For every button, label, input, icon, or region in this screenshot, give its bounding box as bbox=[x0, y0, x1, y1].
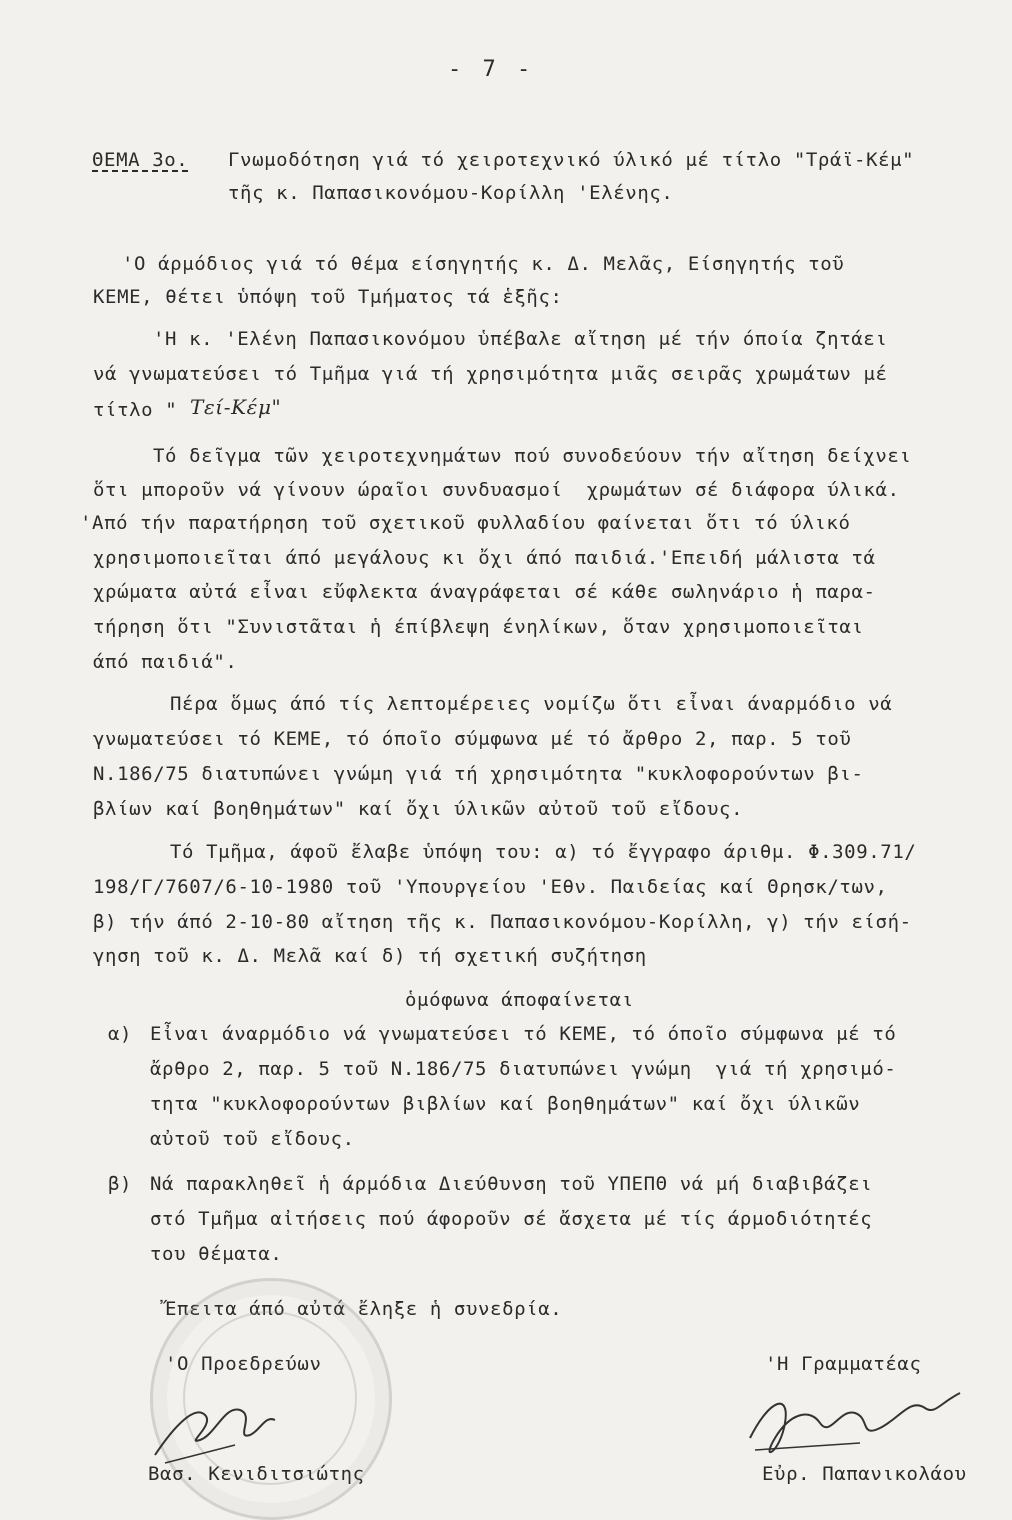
paragraph-4-line-3: Ν.186/75 διατυπώνει γνώμη γιά τή χρησιμότητα "κυκλοφορούντων βι- bbox=[93, 763, 864, 785]
page-number: - 7 - bbox=[448, 57, 535, 82]
paragraph-4-line-2: γνωματεύσει τό ΚΕΜΕ, τό όποῖο σύμφωνα μέ τό ἄρθρο 2, παρ. 5 τοῦ bbox=[93, 728, 852, 750]
item-b-line-1: Νά παρακληθεῖ ἡ άρμόδια Διεύθυνση τοῦ ΥΠΕΠΘ νά μή διαβιβάζει bbox=[150, 1173, 873, 1195]
item-b-line-2: στό Τμῆμα αἰτήσεις πού άφοροῦν σέ ἄσχετα μέ τίς άρμοδιότητές bbox=[150, 1208, 873, 1230]
paragraph-2-line-3: τίτλο " bbox=[93, 399, 178, 421]
paragraph-5-line-1: Τό Τμῆμα, άφοῦ ἔλαβε ὑπόψη του: α) τό ἔγγραφο άριθμ. Φ.309.71/ bbox=[170, 841, 917, 863]
paragraph-1-line-1: 'Ο άρμόδιος γιά τό θέμα είσηγητής κ. Δ. Μελᾶς, Είσηγητής τοῦ bbox=[122, 253, 845, 275]
paragraph-2-line-1: 'Η κ. 'Ελένη Παπασικονόμου ὑπέβαλε αἴτηση μέ τήν όποία ζητάει bbox=[153, 328, 888, 350]
paragraph-4-line-1: Πέρα ὅμως άπό τίς λεπτομέρειες νομίζω ὅτι εἶναι άναρμόδιο νά bbox=[170, 693, 893, 715]
closing-line: Ἔπειτα άπό αὐτά ἔληξε ἡ συνεδρία. bbox=[165, 1298, 563, 1320]
signature-right bbox=[740, 1378, 970, 1473]
heading-line-1: Γνωμοδότηση γιά τό χειροτεχνικό ύλικό μέ τίτλο "Τράϊ-Κέμ" bbox=[228, 149, 915, 171]
paragraph-3-line-4: χρησιμοποιεῖται άπό μεγάλους κι ὄχι άπό παιδιά.'Επειδή μάλιστα τά bbox=[93, 547, 876, 569]
paragraph-3-line-2: ὅτι μποροῦν νά γίνουν ώραῖοι συνδυασμοί χρωμάτων σέ διάφορα ύλικά. bbox=[93, 479, 900, 501]
paragraph-4-line-4: βλίων καί βοηθημάτων" καί ὄχι ύλικῶν αὐτοῦ τοῦ εἴδους. bbox=[93, 798, 744, 820]
item-b-marker: β) bbox=[108, 1173, 133, 1195]
signer-left-name: Βασ. Κενιδιτσιώτης bbox=[148, 1463, 365, 1485]
signer-left-title: 'Ο Προεδρεύων bbox=[165, 1353, 322, 1375]
paragraph-1-line-2: ΚΕΜΕ, θέτει ὑπόψη τοῦ Τμήματος τά ἑξῆς: bbox=[93, 286, 563, 308]
paragraph-3-line-1: Τό δεῖγμα τῶν χειροτεχνημάτων πού συνοδεύουν τήν αἴτηση δείχνει bbox=[153, 445, 912, 467]
paragraph-5-line-2: 198/Γ/7607/6-10-1980 τοῦ 'Υπουργείου 'Εθν. Παιδείας καί Θρησκ/των, bbox=[93, 876, 888, 898]
item-a-line-1: Εἶναι άναρμόδιο νά γνωματεύσει τό ΚΕΜΕ, τό όποῖο σύμφωνα μέ τό bbox=[150, 1023, 897, 1045]
signer-right-title: 'Η Γραμματέας bbox=[765, 1353, 922, 1375]
paragraph-5-line-4: γηση τοῦ κ. Δ. Μελᾶ καί δ) τή σχετική συζήτηση bbox=[93, 945, 647, 967]
item-a-line-2: ἄρθρο 2, παρ. 5 τοῦ Ν.186/75 διατυπώνει γνώμη γιά τή χρησιμό- bbox=[150, 1058, 897, 1080]
paragraph-3-line-7: άπό παιδιά". bbox=[93, 651, 238, 673]
handwritten-title: Τεί-Κέμ" bbox=[190, 395, 282, 419]
paragraph-3-line-3: 'Από τήν παρατήρηση τοῦ σχετικοῦ φυλλαδίου φαίνεται ὅτι τό ύλικό bbox=[80, 512, 851, 534]
paragraph-2-line-2: νά γνωματεύσει τό Τμῆμα γιά τή χρησιμότητα μιᾶς σειρᾶς χρωμάτων μέ bbox=[93, 363, 888, 385]
paragraph-3-line-6: τήρηση ὅτι "Συνιστᾶται ἡ έπίβλεψη ένηλίκων, ὅταν χρησιμοποιεῖται bbox=[93, 616, 864, 638]
paragraph-3-line-5: χρώματα αὐτά εἶναι εὔφλεκτα άναγράφεται σέ κάθε σωληνάριο ἡ παρα- bbox=[93, 581, 876, 603]
item-a-marker: α) bbox=[108, 1023, 133, 1045]
decision-heading: ὁμόφωνα άποφαίνεται bbox=[405, 989, 634, 1011]
item-a-line-3: τητα "κυκλοφορούντων βιβλίων καί βοηθημάτων" καί ὄχι ύλικῶν bbox=[150, 1093, 861, 1115]
item-b-line-3: του θέματα. bbox=[150, 1243, 283, 1265]
signer-right-name: Εὐρ. Παπανικολάου bbox=[762, 1463, 967, 1485]
paragraph-5-line-3: β) τήν άπό 2-10-80 αἴτηση τῆς κ. Παπασικονόμου-Κορίλλη, γ) τήν είσή- bbox=[93, 911, 912, 933]
signature-left bbox=[145, 1385, 285, 1470]
item-a-line-4: αὐτοῦ τοῦ εἴδους. bbox=[150, 1128, 355, 1150]
heading-label: ΘΕΜΑ 3ο. bbox=[92, 149, 189, 171]
heading-line-2: τῆς κ. Παπασικονόμου-Κορίλλη 'Ελένης. bbox=[228, 182, 674, 204]
